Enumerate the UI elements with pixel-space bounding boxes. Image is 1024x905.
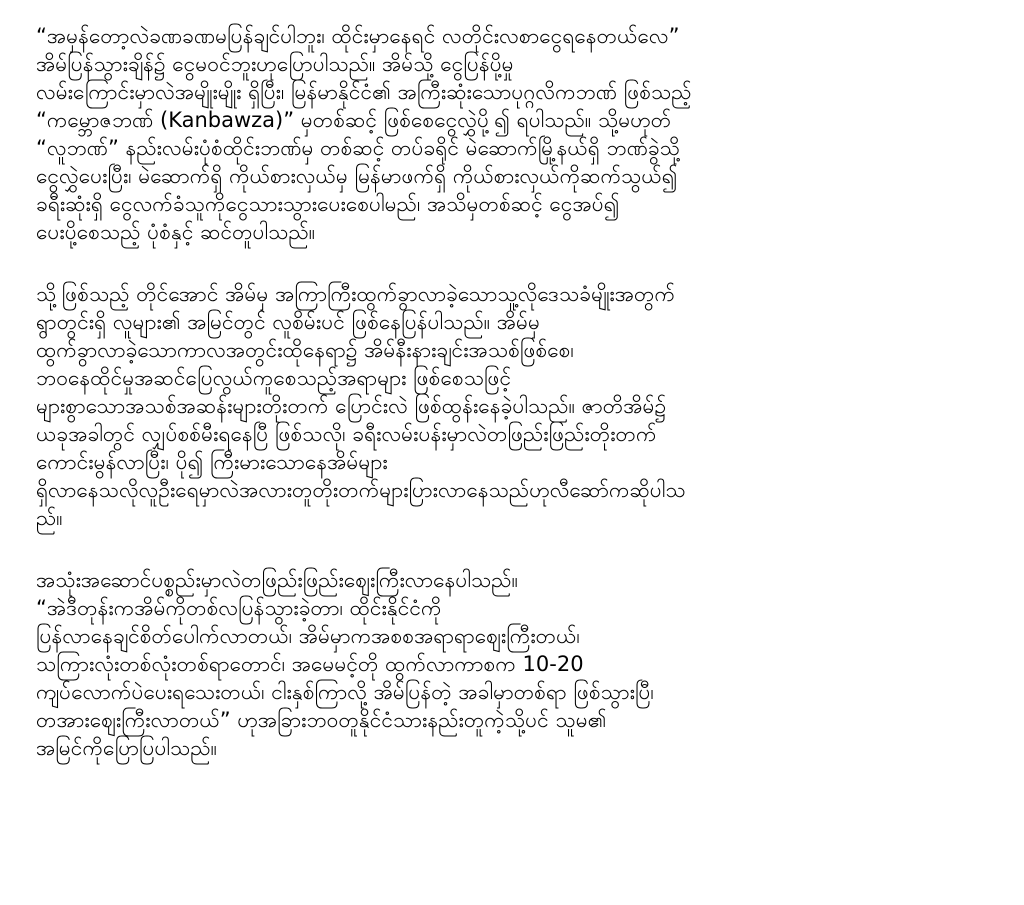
- text-line: ရှိလာနေသလိုလူဦးရေမှာလဲအလားတူတိုးတက်များပြားလာနေသည်ဟုလီဆော်ကဆိုပါသ: [36, 478, 686, 502]
- text-line: “ကမ္ဘောဇဘဏ် (Kanbawza)” မှတစ်ဆင့် ဖြစ်စေငွေလွှဲပို့၍ ရပါသည်။ သို့မဟုတ်: [36, 108, 672, 132]
- text-line: လမ်းကြောင်းမှာလဲအမျိုးမျိုး ရှိပြီး၊ မြန်မာနိုင်ငံ၏ အကြီးဆုံးသောပုဂ္ဂလိကဘဏ် ဖြစ်သည့်: [36, 80, 692, 104]
- text-line: ည်။: [36, 506, 63, 530]
- text-line: ယခုအခါတွင် လျှပ်စစ်မီးရနေပြီ ဖြစ်သလို၊ ခရီးလမ်းပန်းမှာလဲတဖြည်းဖြည်းတိုးတက်: [36, 422, 657, 446]
- paragraph-3: [36, 566, 996, 762]
- text-line: ရွာတွင်းရှိ လူများ၏ အမြင်တွင် လူစိမ်းပင် ဖြစ်နေပြန်ပါသည်။ အိမ်မှ: [36, 310, 541, 334]
- text-line: ငွေလွှဲပေးပြီး၊ မဲဆောက်ရှိ ကိုယ်စားလှယ်မှ မြန်မာဖက်ရှိ ကိုယ်စားလှယ်ကိုဆက်သွယ်၍: [36, 164, 678, 188]
- text-line: အိမ်ပြန်သွားချိန်၌ ငွေမဝင်ဘူးဟုပြောပါသည်။ အိမ်သို့ ငွေပြန်ပို့မှု: [36, 52, 514, 76]
- paragraph-2: [36, 280, 996, 532]
- text-line: ပြန်လာနေချင်စိတ်ပေါက်လာတယ်၊ အိမ်မှာကအစစအရာရာဈေးကြီးတယ်၊: [36, 624, 580, 648]
- text-line: ပေးပို့စေသည့် ပုံစံနှင့် ဆင်တူပါသည်။: [36, 220, 316, 244]
- text-line: သကြားလုံးတစ်လုံးတစ်ရာတောင်၊ အမေမင့်တို ထွက်လာကာစက 10-20: [36, 652, 584, 676]
- document-body: [36, 22, 996, 796]
- text-line: ထွက်ခွာလာခဲ့သောကာလအတွင်းထိုနေရာ၌ အိမ်နီးနားချင်းအသစ်ဖြစ်စေ၊: [36, 338, 574, 362]
- text-line: သို့ဖြစ်သည့် တိုင်အောင် အိမ်မှ အကြာကြီးထွက်ခွာလာခဲ့သောသူ့လိုဒေသခံမျိုးအတွက်: [36, 282, 676, 306]
- text-line: ကောင်းမွန်လာပြီး၊ ပို၍ ကြီးမားသောနေအိမ်များ: [36, 450, 388, 474]
- text-line: ကျပ်လောက်ပဲပေးရသေးတယ်၊ ငါးနှစ်ကြာလို့ အိမ်ပြန်တဲ့ အခါမှာတစ်ရာ ဖြစ်သွားပြီ၊: [36, 680, 654, 704]
- text-line: ဘဝနေထိုင်မှုအဆင်ပြေလွယ်ကူစေသည့်အရာများ ဖြစ်စေသဖြင့်: [36, 366, 512, 390]
- text-line: “အမှန်တော့လဲခဏခဏမပြန်ချင်ပါဘူး၊ ထိုင်းမှာနေရင် လတိုင်းလစာငွေရနေတယ်လေ”: [36, 24, 680, 48]
- text-line: ခရီးဆုံးရှိ ငွေလက်ခံသူကိုငွေသားသွားပေးစေပါမည်၊ အသိမှတစ်ဆင့် ငွေအပ်၍: [36, 192, 620, 216]
- text-line: အသုံးအဆောင်ပစ္စည်းမှာလဲတဖြည်းဖြည်းဈေးကြီးလာနေပါသည်။: [36, 568, 518, 592]
- text-line: အမြင်ကိုပြောပြပါသည်။: [36, 736, 218, 760]
- paragraph-1: [36, 22, 996, 246]
- text-line: များစွာသောအသစ်အဆန်းများတိုးတက် ပြောင်းလဲ ဖြစ်ထွန်းနေခဲ့ပါသည်။ ဇာတိအိမ်၌: [36, 394, 667, 418]
- text-line: တအားဈေးကြီးလာတယ်” ဟုအခြားဘဝတူနိုင်ငံသားနည်းတူကဲ့သို့ပင် သူမ၏: [36, 708, 607, 732]
- text-line: “အဲဒီတုန်းကအိမ်ကိုတစ်လပြန်သွားခဲ့တာ၊ ထိုင်းနိုင်ငံကို: [36, 596, 442, 620]
- text-line: “လူဘဏ်” နည်းလမ်းပုံစံထိုင်းဘဏ်မှ တစ်ဆင့် တပ်ခရိုင် မဲဆောက်မြို့နယ်ရှိ ဘဏ်ခွဲသို့: [36, 136, 680, 160]
